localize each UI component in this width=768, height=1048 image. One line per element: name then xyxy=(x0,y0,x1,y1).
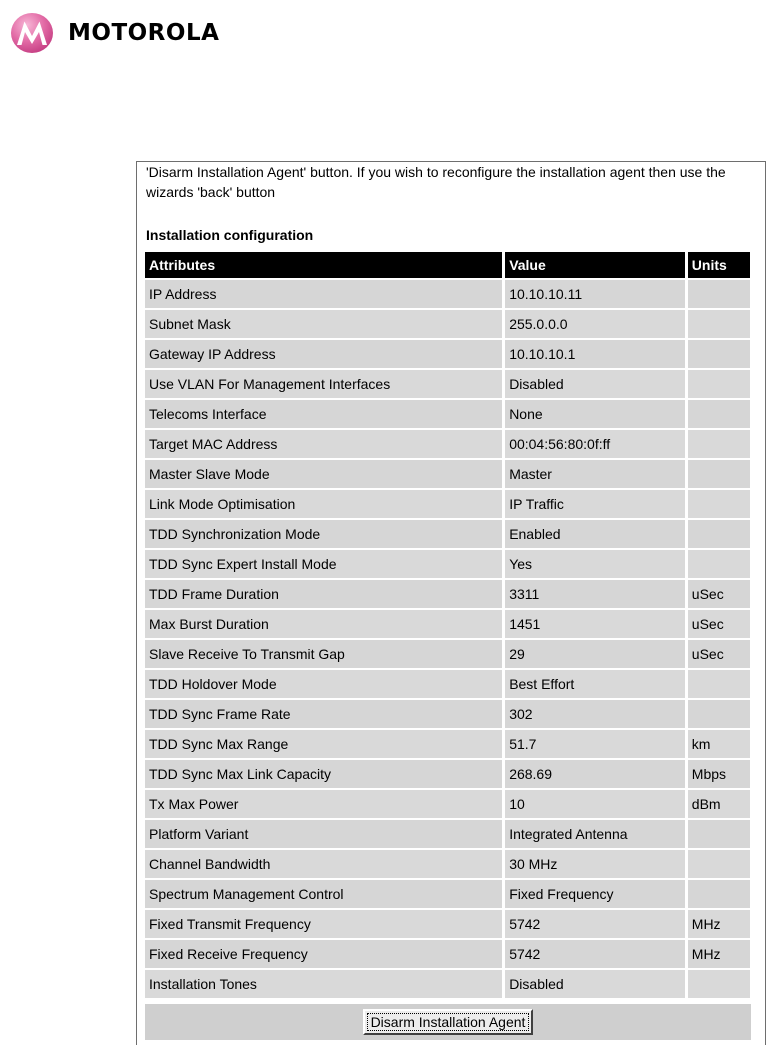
button-bar xyxy=(145,1004,751,1040)
table-row xyxy=(145,640,750,668)
units-cell xyxy=(688,880,750,908)
table-row xyxy=(145,490,750,518)
attribute-cell: Master Slave Mode xyxy=(145,460,502,488)
attribute-cell: Use VLAN For Management Interfaces xyxy=(145,370,502,398)
value-cell: 3311 xyxy=(505,580,685,608)
table-row xyxy=(145,850,750,878)
value-cell: 00:04:56:80:0f:ff xyxy=(505,430,685,458)
value-cell: 268.69 xyxy=(505,760,685,788)
units-cell xyxy=(688,340,750,368)
table-row xyxy=(145,970,750,998)
installation-config-table xyxy=(142,250,753,1000)
section-title: Installation configuration xyxy=(146,227,314,243)
attribute-cell: TDD Frame Duration xyxy=(145,580,502,608)
attribute-cell: TDD Sync Expert Install Mode xyxy=(145,550,502,578)
table-header-row xyxy=(145,252,750,278)
attribute-cell: TDD Sync Max Link Capacity xyxy=(145,760,502,788)
value-cell: 255.0.0.0 xyxy=(505,310,685,338)
column-header-attributes: Attributes xyxy=(145,252,502,278)
value-cell: 10.10.10.1 xyxy=(505,340,685,368)
attribute-cell: Channel Bandwidth xyxy=(145,850,502,878)
table-row xyxy=(145,700,750,728)
value-cell: Disabled xyxy=(505,370,685,398)
units-cell: dBm xyxy=(688,790,750,818)
table-row xyxy=(145,910,750,938)
value-cell: 10 xyxy=(505,790,685,818)
value-cell: IP Traffic xyxy=(505,490,685,518)
value-cell: 10.10.10.11 xyxy=(505,280,685,308)
table-row xyxy=(145,550,750,578)
attribute-cell: Installation Tones xyxy=(145,970,502,998)
value-cell: 51.7 xyxy=(505,730,685,758)
value-cell: None xyxy=(505,400,685,428)
value-cell: Master xyxy=(505,460,685,488)
units-cell xyxy=(688,850,750,878)
value-cell: Fixed Frequency xyxy=(505,880,685,908)
value-cell: Enabled xyxy=(505,520,685,548)
value-cell: Best Effort xyxy=(505,670,685,698)
table-row xyxy=(145,370,750,398)
units-cell xyxy=(688,520,750,548)
units-cell xyxy=(688,550,750,578)
units-cell xyxy=(688,310,750,338)
value-cell: 302 xyxy=(505,700,685,728)
units-cell xyxy=(688,670,750,698)
attribute-cell: TDD Sync Frame Rate xyxy=(145,700,502,728)
attribute-cell: Target MAC Address xyxy=(145,430,502,458)
installation-wizard-panel xyxy=(136,161,766,1045)
motorola-logo xyxy=(10,12,219,54)
attribute-cell: Fixed Transmit Frequency xyxy=(145,910,502,938)
units-cell xyxy=(688,280,750,308)
value-cell: 1451 xyxy=(505,610,685,638)
table-row xyxy=(145,880,750,908)
table-row xyxy=(145,340,750,368)
table-row xyxy=(145,430,750,458)
units-cell: MHz xyxy=(688,910,750,938)
value-cell: 5742 xyxy=(505,940,685,968)
attribute-cell: Telecoms Interface xyxy=(145,400,502,428)
units-cell xyxy=(688,400,750,428)
units-cell: uSec xyxy=(688,640,750,668)
attribute-cell: Link Mode Optimisation xyxy=(145,490,502,518)
value-cell: 29 xyxy=(505,640,685,668)
value-cell: 5742 xyxy=(505,910,685,938)
units-cell xyxy=(688,700,750,728)
table-row xyxy=(145,940,750,968)
column-header-units: Units xyxy=(688,252,750,278)
units-cell xyxy=(688,460,750,488)
attribute-cell: Tx Max Power xyxy=(145,790,502,818)
table-row xyxy=(145,460,750,488)
attribute-cell: Fixed Receive Frequency xyxy=(145,940,502,968)
attribute-cell: Spectrum Management Control xyxy=(145,880,502,908)
table-row xyxy=(145,520,750,548)
units-cell: MHz xyxy=(688,940,750,968)
intro-text: 'Disarm Installation Agent' button. If you wish to reconfigure the installation agent then use the wizards 'back' button xyxy=(146,164,726,200)
attribute-cell: IP Address xyxy=(145,280,502,308)
value-cell: Disabled xyxy=(505,970,685,998)
table-row xyxy=(145,760,750,788)
brand-name: MOTOROLA xyxy=(68,20,220,46)
units-cell: uSec xyxy=(688,580,750,608)
attribute-cell: TDD Synchronization Mode xyxy=(145,520,502,548)
attribute-cell: Platform Variant xyxy=(145,820,502,848)
attribute-cell: TDD Holdover Mode xyxy=(145,670,502,698)
units-cell: uSec xyxy=(688,610,750,638)
table-body xyxy=(145,280,750,998)
motorola-batwing-icon xyxy=(10,12,54,54)
table-row xyxy=(145,730,750,758)
table-row xyxy=(145,610,750,638)
attribute-cell: Gateway IP Address xyxy=(145,340,502,368)
value-cell: Integrated Antenna xyxy=(505,820,685,848)
table-row xyxy=(145,310,750,338)
table-row xyxy=(145,580,750,608)
units-cell xyxy=(688,370,750,398)
attribute-cell: Max Burst Duration xyxy=(145,610,502,638)
table-row xyxy=(145,400,750,428)
value-cell: 30 MHz xyxy=(505,850,685,878)
table-row xyxy=(145,670,750,698)
units-cell xyxy=(688,820,750,848)
value-cell: Yes xyxy=(505,550,685,578)
units-cell xyxy=(688,430,750,458)
units-cell: Mbps xyxy=(688,760,750,788)
attribute-cell: Slave Receive To Transmit Gap xyxy=(145,640,502,668)
units-cell xyxy=(688,490,750,518)
units-cell xyxy=(688,970,750,998)
table-row xyxy=(145,790,750,818)
table-row xyxy=(145,280,750,308)
column-header-value: Value xyxy=(505,252,685,278)
units-cell: km xyxy=(688,730,750,758)
attribute-cell: TDD Sync Max Range xyxy=(145,730,502,758)
table-row xyxy=(145,820,750,848)
disarm-installation-agent-button[interactable]: Disarm Installation Agent xyxy=(363,1009,534,1035)
attribute-cell: Subnet Mask xyxy=(145,310,502,338)
